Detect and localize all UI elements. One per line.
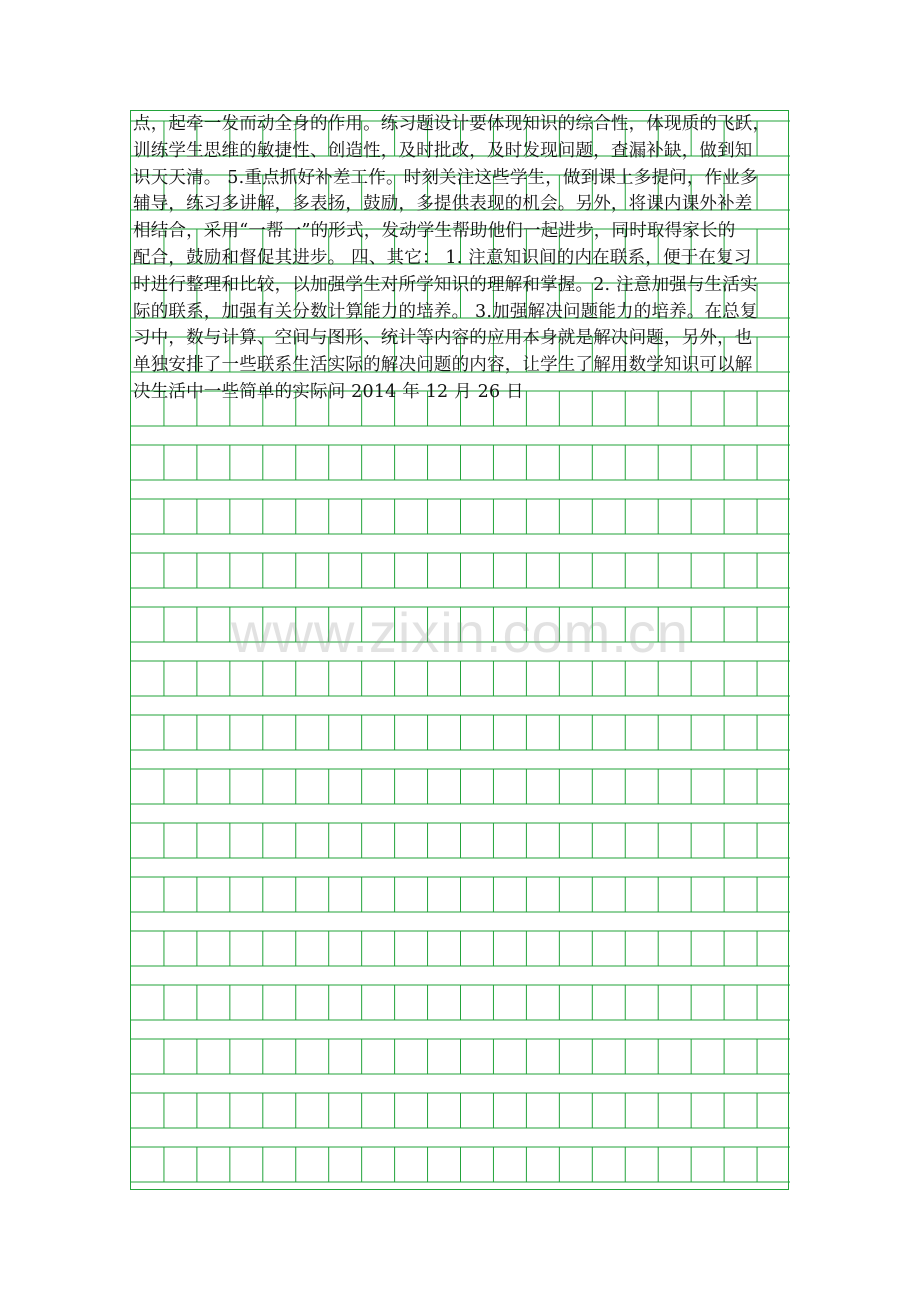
text-line: 辅导，练习多讲解，多表扬，鼓励，多提供表现的机会。另外，将课内课外补差 bbox=[133, 194, 753, 215]
text-line: 决生活中一些简单的实际问 2014 年 12 月 26 日 bbox=[133, 381, 524, 402]
text-line: 际的联系，加强有关分数计算能力的培养。 3.加强解决问题能力的培养。在总复 bbox=[133, 301, 758, 322]
text-line: 习中，数与计算、空间与图形、统计等内容的应用本身就是解决问题，另外，也 bbox=[133, 328, 753, 349]
text-line: 识天天清。 5.重点抓好补差工作。时刻关注这些学生，做到课上多提问，作业多 bbox=[133, 167, 758, 188]
text-line: 训练学生思维的敏捷性、创造性，及时批改，及时发现问题，查漏补缺，做到知 bbox=[133, 140, 753, 161]
watermark: www.zixin.com.cn bbox=[231, 601, 689, 664]
document-text bbox=[131, 111, 790, 406]
text-line: 点，起牵一发而动全身的作用。练习题设计要体现知识的综合性，体现质的飞跃， bbox=[133, 114, 771, 134]
text-line: 配合，鼓励和督促其进步。 四、其它： 1. 注意知识间的内在联系，便于在复习 bbox=[133, 247, 752, 268]
writing-grid-sheet bbox=[130, 110, 789, 1190]
text-line: 相结合，采用“一帮一”的形式，发动学生帮助他们一起进步，同时取得家长的 bbox=[133, 221, 736, 242]
text-line: 单独安排了一些联系生活实际的解决问题的内容，让学生了解用数学知识可以解 bbox=[133, 355, 753, 376]
text-line: 时进行整理和比较，以加强学生对所学知识的理解和掌握。2. 注意加强与生活实 bbox=[133, 274, 758, 295]
